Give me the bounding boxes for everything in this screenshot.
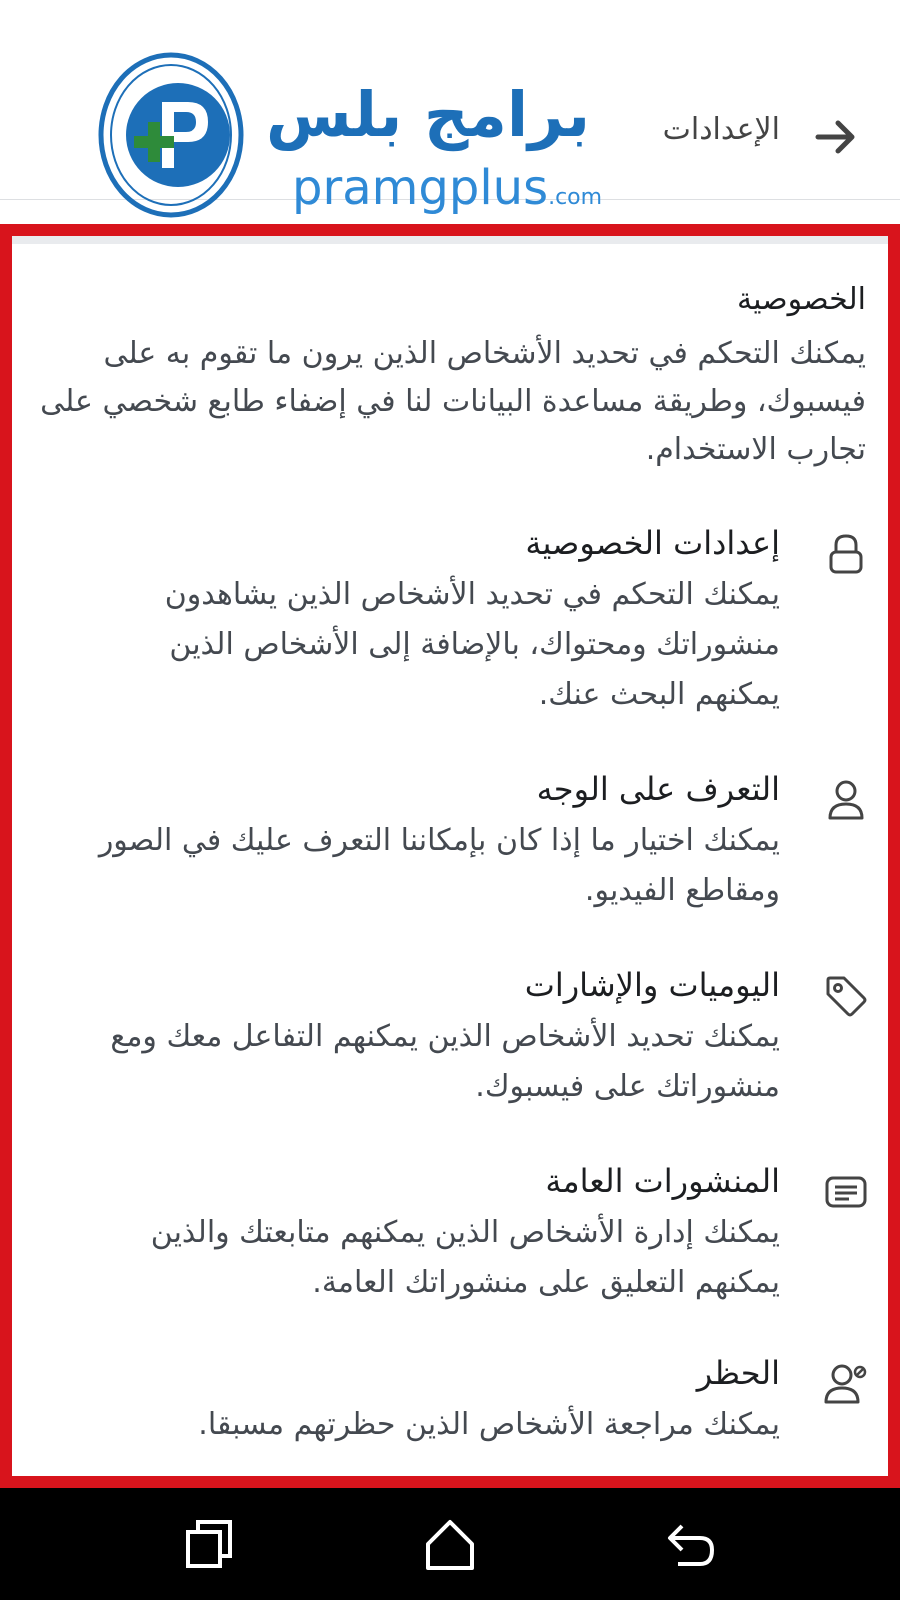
- arrow-right-icon[interactable]: [814, 114, 860, 160]
- item-title: إعدادات الخصوصية: [525, 524, 780, 562]
- section-description: يمكنك التحكم في تحديد الأشخاص الذين يرون ما تقوم به على فيسبوك، وطريقة مساعدة البيانات لنا في إضفاء طابع شخصي على تجارب الاستخدام.: [40, 336, 866, 467]
- item-description: يمكنك تحديد الأشخاص الذين يمكنهم التفاعل معك ومع منشوراتك على فيسبوك.: [110, 1019, 780, 1104]
- section-title: الخصوصية: [737, 282, 866, 317]
- page-title: الإعدادات: [662, 112, 780, 147]
- divider: [12, 236, 888, 244]
- blocking-item[interactable]: [12, 1354, 888, 1488]
- logo-latin-text: pramgplus.com: [292, 160, 603, 216]
- item-description: يمكنك مراجعة الأشخاص الذين حظرتهم مسبقا.: [198, 1407, 780, 1442]
- item-title: اليوميات والإشارات: [524, 966, 780, 1004]
- watermark-logo: [96, 50, 603, 222]
- logo-arabic-text: برامج بلس: [266, 78, 590, 151]
- home-icon[interactable]: [420, 1514, 480, 1574]
- lock-icon: [822, 530, 870, 578]
- logo-emblem-icon: [96, 50, 246, 220]
- item-description: يمكنك التحكم في تحديد الأشخاص الذين يشاهدون منشوراتك ومحتواك، بالإضافة إلى الأشخاص الذين يمكنهم البحث عنك.: [164, 577, 780, 712]
- post-icon: [822, 1168, 870, 1216]
- back-icon[interactable]: [660, 1514, 720, 1574]
- item-title: التعرف على الوجه: [536, 770, 780, 808]
- item-description: يمكنك اختيار ما إذا كان بإمكاننا التعرف عليك في الصور ومقاطع الفيديو.: [98, 823, 780, 908]
- item-title: الحظر: [696, 1354, 780, 1392]
- highlight-frame: [0, 224, 900, 1488]
- item-title: المنشورات العامة: [545, 1162, 780, 1200]
- person-icon: [822, 776, 870, 824]
- privacy-settings-item[interactable]: [12, 524, 888, 754]
- tag-icon: [822, 972, 870, 1020]
- recents-icon[interactable]: [180, 1514, 240, 1574]
- item-description: يمكنك إدارة الأشخاص الذين يمكنهم متابعتك والذين يمكنهم التعليق على منشوراتك العامة.: [150, 1215, 780, 1300]
- system-nav-bar: [0, 1488, 900, 1600]
- block-user-icon: [822, 1360, 870, 1408]
